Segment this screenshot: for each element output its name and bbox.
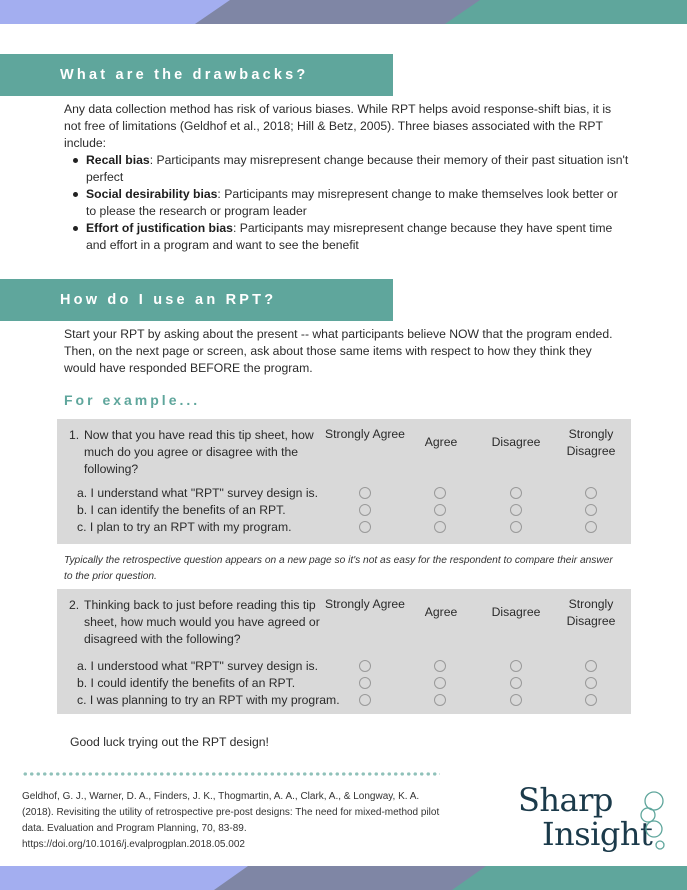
question-2-prompt bbox=[69, 597, 329, 648]
bias-description: : Participants may misrepresent change because they have spent time and effort in a program and want to see the benefit bbox=[86, 221, 613, 252]
question-1-panel bbox=[57, 419, 631, 544]
bias-item-social-desirability bbox=[70, 186, 630, 220]
section-title-how-to: How do I use an RPT? bbox=[60, 292, 277, 308]
how-to-intro: Start your RPT by asking about the present -- what participants believe NOW that the program ended. Then, on the next page or screen, ask about those same items with respect to how they think they would have responded BEFORE the program. bbox=[64, 327, 613, 375]
question-2-items bbox=[77, 658, 340, 709]
top-band-periwinkle bbox=[0, 0, 230, 24]
q1a-disagree-radio[interactable] bbox=[510, 487, 522, 499]
reference-citation: Geldhof, G. J., Warner, D. A., Finders, J. K., Thogmartin, A. A., Clark, A., & Longway, K. A. (2018). Revisiting the utility of retrospective pre-post designs: The need for mixed-method pilot data. Evaluation and Program Planning, 70, 83-89. https://doi.org/10.1016/j.evalprogplan.2018.05.002 bbox=[22, 791, 440, 850]
bottom-decorative-band bbox=[0, 866, 687, 890]
q2c-agree-radio[interactable] bbox=[434, 694, 446, 706]
q1c-agree-radio[interactable] bbox=[434, 521, 446, 533]
bias-list bbox=[70, 152, 630, 254]
retrospective-note: Typically the retrospective question appears on a new page so it's not as easy for the respondent to compare their answer to the prior question. bbox=[64, 555, 613, 582]
bottom-band-teal bbox=[452, 866, 687, 890]
q1a-strongly-agree-radio[interactable] bbox=[359, 487, 371, 499]
section-header-drawbacks bbox=[0, 54, 393, 96]
q1c-strongly-disagree-radio[interactable] bbox=[585, 521, 597, 533]
question-1-prompt bbox=[69, 427, 329, 478]
q2c-disagree-radio[interactable] bbox=[510, 694, 522, 706]
bias-item-recall bbox=[70, 152, 630, 186]
bias-description: : Participants may misrepresent change because their memory of their past situation isn't perfect bbox=[86, 153, 629, 184]
scale-agree: Agree bbox=[424, 605, 458, 619]
q1b-disagree-radio[interactable] bbox=[510, 504, 522, 516]
q2b-strongly-agree-radio[interactable] bbox=[359, 677, 371, 689]
q2a-disagree-radio[interactable] bbox=[510, 660, 522, 672]
item-label: b. I can identify the benefits of an RPT. bbox=[77, 503, 286, 517]
scale-strongly-agree: Strongly Agree bbox=[325, 427, 405, 441]
q1b-strongly-disagree-radio[interactable] bbox=[585, 504, 597, 516]
closing-text: Good luck trying out the RPT design! bbox=[70, 735, 269, 749]
logo-rings-icon bbox=[634, 789, 670, 859]
q1c-disagree-radio[interactable] bbox=[510, 521, 522, 533]
q1b-agree-radio[interactable] bbox=[434, 504, 446, 516]
question-number: 2. bbox=[69, 598, 80, 612]
q2b-agree-radio[interactable] bbox=[434, 677, 446, 689]
item-label: c. I plan to try an RPT with my program. bbox=[77, 520, 292, 534]
q1a-agree-radio[interactable] bbox=[434, 487, 446, 499]
sharp-insight-logo bbox=[516, 781, 676, 861]
drawbacks-intro: Any data collection method has risk of various biases. While RPT helps avoid response-shift bias, it is not free of limitations (Geldhof et al., 2018; Hill & Betz, 2005). Three biases associated with the RPT include: bbox=[64, 102, 612, 150]
scale-disagree: Disagree bbox=[491, 605, 541, 619]
dotted-divider bbox=[22, 771, 440, 777]
q2a-strongly-disagree-radio[interactable] bbox=[585, 660, 597, 672]
scale-disagree: Disagree bbox=[491, 435, 541, 449]
top-band-teal bbox=[445, 0, 687, 24]
scale-strongly-disagree: Strongly Disagree bbox=[566, 597, 616, 628]
logo-word-sharp: Sharp bbox=[518, 781, 613, 819]
question-1-items bbox=[77, 485, 318, 536]
q2a-strongly-agree-radio[interactable] bbox=[359, 660, 371, 672]
scale-agree: Agree bbox=[424, 435, 458, 449]
question-2-panel bbox=[57, 589, 631, 714]
item-label: a. I understood what "RPT" survey design is. bbox=[77, 659, 319, 673]
bias-item-effort-justification bbox=[70, 220, 630, 254]
example-title: For example... bbox=[64, 392, 201, 408]
logo-word-insight: Insight bbox=[542, 815, 653, 853]
section-title-drawbacks: What are the drawbacks? bbox=[60, 67, 309, 83]
question-number: 1. bbox=[69, 428, 80, 442]
scale-strongly-agree: Strongly Agree bbox=[325, 597, 405, 611]
item-label: b. I could identify the benefits of an RPT. bbox=[77, 676, 296, 690]
q2b-disagree-radio[interactable] bbox=[510, 677, 522, 689]
top-decorative-band bbox=[0, 0, 687, 24]
bias-description: : Participants may misrepresent change to make themselves look better or to please the research or program leader bbox=[86, 187, 618, 218]
bias-term: Social desirability bias bbox=[86, 187, 218, 201]
item-label: c. I was planning to try an RPT with my program. bbox=[77, 693, 340, 707]
q1b-strongly-agree-radio[interactable] bbox=[359, 504, 371, 516]
scale-strongly-disagree: Strongly Disagree bbox=[566, 427, 616, 458]
bias-term: Recall bias bbox=[86, 153, 150, 167]
question-text: Now that you have read this tip sheet, how much do you agree or disagree with the following? bbox=[84, 428, 314, 476]
bottom-band-periwinkle bbox=[0, 866, 250, 890]
bias-term: Effort of justification bias bbox=[86, 221, 233, 235]
section-header-how-to bbox=[0, 279, 393, 321]
q2c-strongly-disagree-radio[interactable] bbox=[585, 694, 597, 706]
item-label: a. I understand what "RPT" survey design is. bbox=[77, 486, 319, 500]
top-band-slate bbox=[195, 0, 495, 24]
q1a-strongly-disagree-radio[interactable] bbox=[585, 487, 597, 499]
q1c-strongly-agree-radio[interactable] bbox=[359, 521, 371, 533]
question-text: Thinking back to just before reading this tip sheet, how much would you have agreed or disagreed with the following? bbox=[84, 598, 320, 646]
q2a-agree-radio[interactable] bbox=[434, 660, 446, 672]
q2c-strongly-agree-radio[interactable] bbox=[359, 694, 371, 706]
q2b-strongly-disagree-radio[interactable] bbox=[585, 677, 597, 689]
bottom-band-slate bbox=[214, 866, 494, 890]
